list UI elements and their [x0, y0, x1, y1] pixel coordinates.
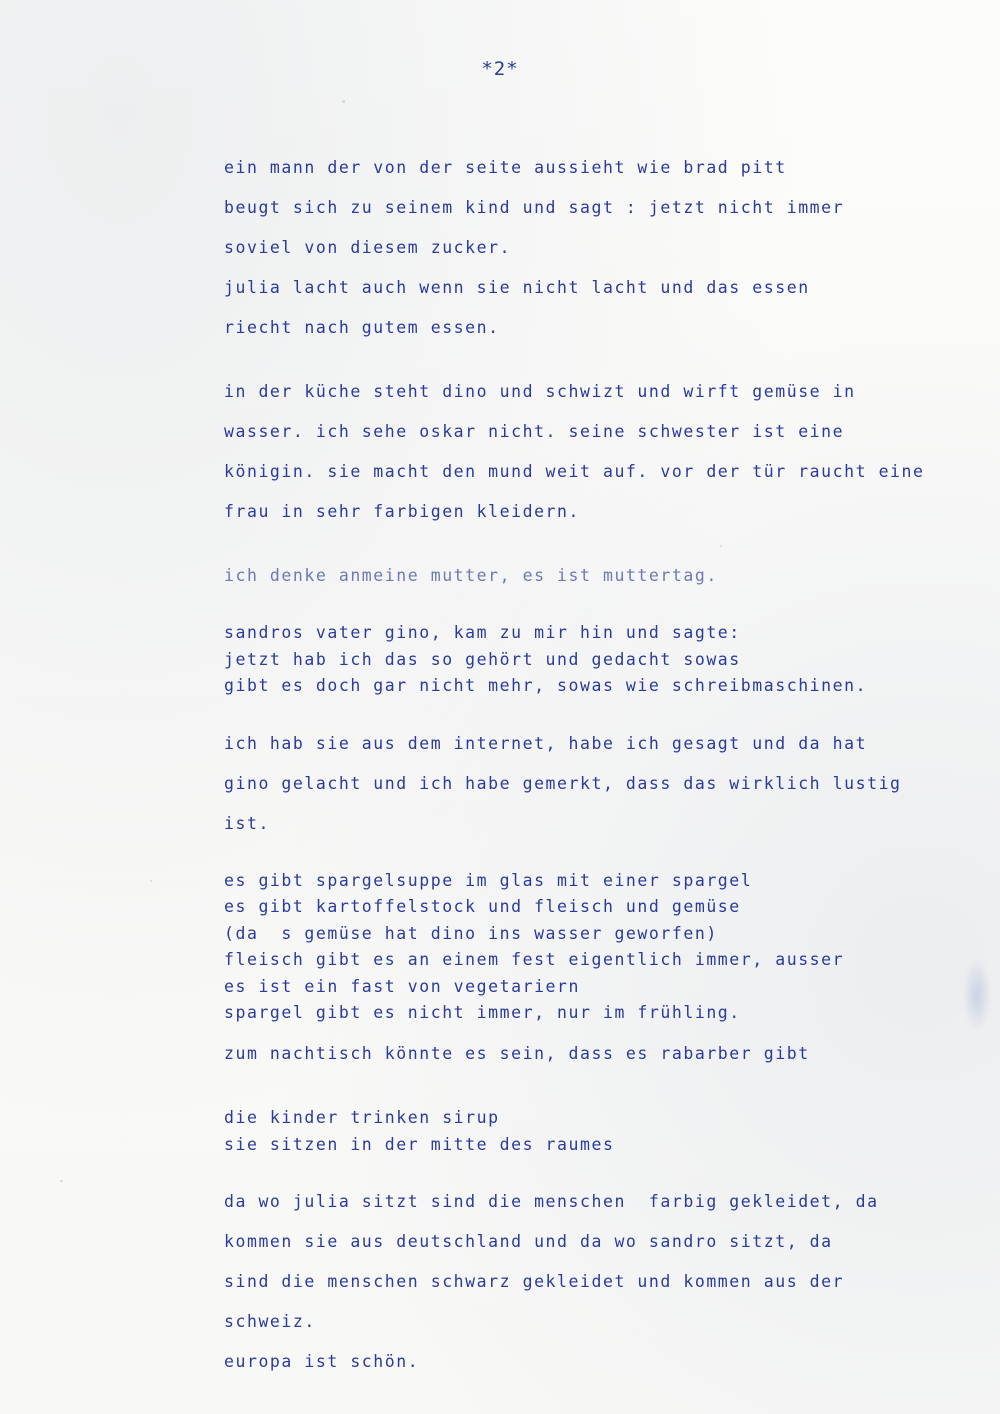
page-number: *2* [481, 58, 519, 80]
paragraph-gap [224, 1067, 984, 1105]
paragraph [224, 724, 984, 844]
paragraph-gap [224, 1027, 984, 1041]
paragraph [224, 1182, 984, 1382]
text-line: sie sitzen in der mitte des raumes [224, 1134, 615, 1154]
text-line: schweiz. [224, 1312, 316, 1331]
text-line: jetzt hab ich das so gehört und gedacht sowas [224, 649, 741, 669]
text-line: ein mann der von der seite aussieht wie brad pitt [224, 158, 787, 177]
text-line: sandros vater gino, kam zu mir hin und sagte: [224, 623, 741, 642]
text-line: ich hab sie aus dem internet, habe ich gesagt und da hat [224, 733, 868, 753]
text-line: sind die menschen schwarz gekleidet und kommen aus der [224, 1272, 845, 1291]
text-line: es ist ein fast von vegetariern [224, 976, 580, 996]
typewritten-body [224, 148, 984, 1382]
paragraph [224, 1041, 984, 1068]
text-line: in der küche steht dino und schwizt und wirft gemüse in [224, 382, 856, 401]
paragraph-gap [224, 348, 984, 372]
paragraph-gap [224, 844, 984, 868]
text-line: gino gelacht und ich habe gemerkt, dass das wirklich lustig [224, 773, 902, 793]
text-line: königin. sie macht den mund weit auf. vor der tür raucht eine [224, 462, 925, 481]
paper-speck [60, 1180, 63, 1182]
text-line: (da s gemüse hat dino ins wasser geworfen) [224, 923, 718, 943]
text-line: beugt sich zu seinem kind und sagt : jetzt nicht immer [224, 198, 845, 217]
paragraph [224, 148, 984, 348]
text-line: gibt es doch gar nicht mehr, sowas wie schreibmaschinen. [224, 676, 868, 695]
text-line: riecht nach gutem essen. [224, 318, 500, 337]
paragraph [224, 556, 984, 596]
text-line: zum nachtisch könnte es sein, dass es rabarber gibt [224, 1043, 810, 1063]
text-line: es gibt kartoffelstock und fleisch und gemüse [224, 897, 741, 916]
text-line: kommen sie aus deutschland und da wo sandro sitzt, da [224, 1232, 833, 1251]
paragraph-gap [224, 532, 984, 556]
text-line: ich denke anmeine mutter, es ist muttertag. [224, 566, 718, 585]
paragraph [224, 372, 984, 532]
paragraph-gap [224, 596, 984, 620]
paragraph [224, 1105, 984, 1158]
text-line: ist. [224, 813, 270, 833]
text-line: die kinder trinken sirup [224, 1108, 500, 1127]
text-line: da wo julia sitzt sind die menschen farbig gekleidet, da [224, 1192, 879, 1211]
paragraph [224, 868, 984, 1027]
text-line: soviel von diesem zucker. [224, 238, 512, 257]
paper-speck [150, 880, 152, 882]
text-line: frau in sehr farbigen kleidern. [224, 502, 580, 521]
paragraph-gap [224, 1158, 984, 1182]
text-line: wasser. ich sehe oskar nicht. seine schwester ist eine [224, 422, 845, 441]
text-line: fleisch gibt es an einem fest eigentlich immer, ausser [224, 950, 845, 969]
paragraph [224, 620, 984, 700]
paragraph-gap [224, 700, 984, 724]
text-line: julia lacht auch wenn sie nicht lacht und das essen [224, 278, 810, 297]
text-line: europa ist schön. [224, 1352, 420, 1371]
text-line: spargel gibt es nicht immer, nur im frühling. [224, 1003, 741, 1022]
text-line: es gibt spargelsuppe im glas mit einer spargel [224, 870, 753, 890]
paper-speck [342, 100, 345, 103]
